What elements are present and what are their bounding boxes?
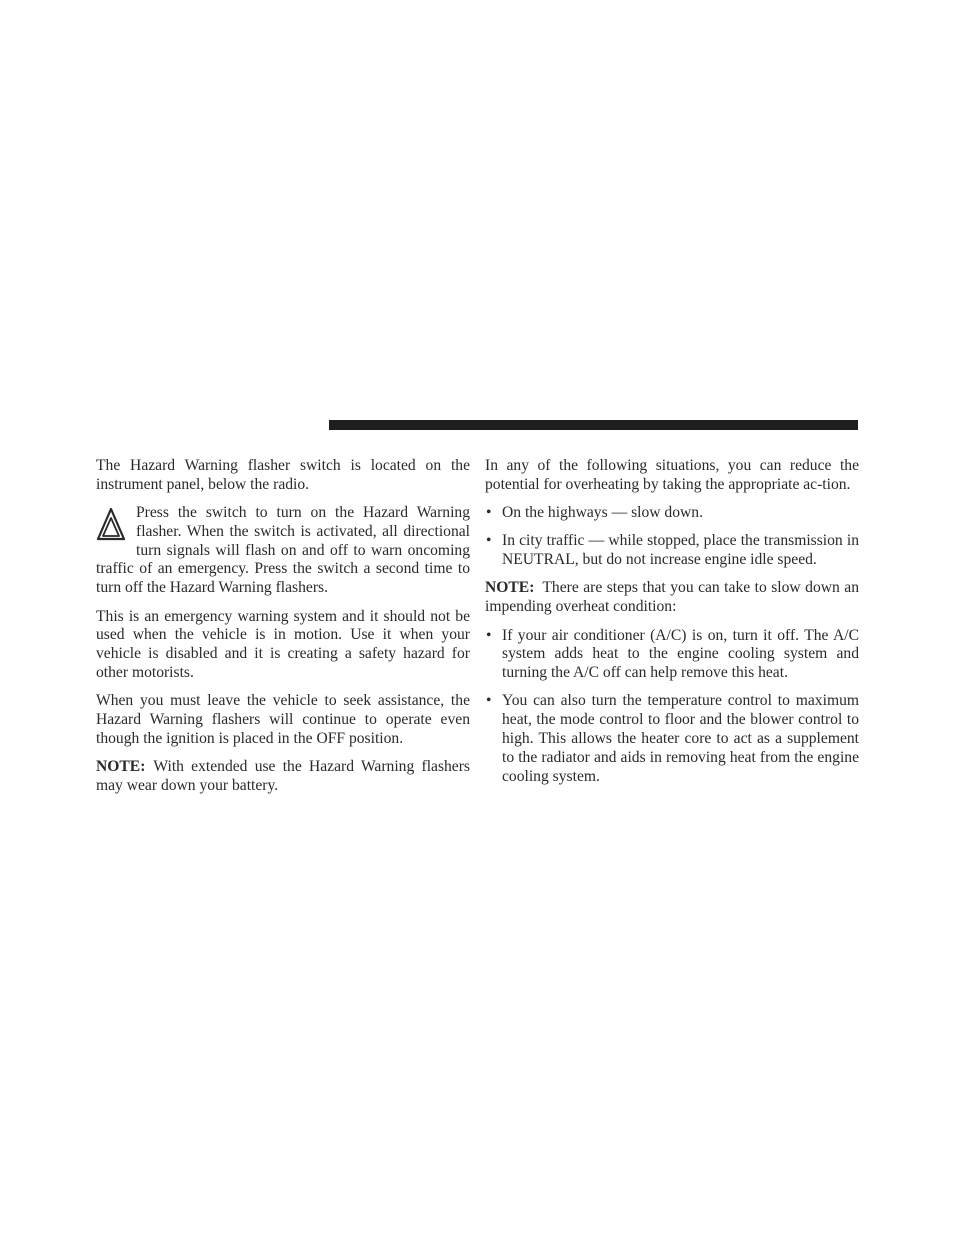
hazard-warning-triangle-icon bbox=[96, 506, 126, 542]
hazard-warning-instruction bbox=[96, 504, 470, 598]
note-label: NOTE: bbox=[96, 758, 146, 776]
overheating-intro-paragraph: In any of the following situations, you can reduce the potential for overheating by taking the appropriate ac-tion. bbox=[485, 457, 859, 493]
leave-vehicle-paragraph: When you must leave the vehicle to seek assistance, the Hazard Warning flashers will continue to operate even though the ignition is placed in the OFF position. bbox=[96, 692, 470, 747]
left-column bbox=[96, 457, 470, 805]
list-item: • On the highways — slow down. bbox=[485, 504, 859, 523]
battery-note bbox=[96, 758, 470, 796]
overheat-steps-list bbox=[485, 627, 859, 787]
list-item: • You can also turn the temperature control to maximum heat, the mode control to floor and the blower control to high. This allows the heater core to act as a supplement to the radiator and aids in removing heat from the engine cooling system. bbox=[485, 692, 859, 786]
overheat-note bbox=[485, 579, 859, 617]
header-rule bbox=[329, 420, 858, 430]
list-item: • If your air conditioner (A/C) is on, turn it off. The A/C system adds heat to the engine cooling system and turning the A/C off can help remove this heat. bbox=[485, 627, 859, 683]
note-text: There are steps that you can take to slow down an impending overheat condition: bbox=[485, 579, 859, 616]
hazard-switch-location-paragraph: The Hazard Warning flasher switch is located on the instrument panel, below the radio. bbox=[96, 457, 470, 493]
note-text: With extended use the Hazard Warning flashers may wear down your battery. bbox=[96, 758, 470, 794]
emergency-system-paragraph: This is an emergency warning system and it should not be used when the vehicle is in motion. Use it when your vehicle is disabled and it is creating a safety hazard for other motorists. bbox=[96, 607, 470, 681]
list-item: • In city traffic — while stopped, place the transmission in NEUTRAL, but do not increase engine idle speed. bbox=[485, 532, 859, 570]
right-column bbox=[485, 457, 859, 796]
overheating-situations-list bbox=[485, 504, 859, 570]
note-label: NOTE: bbox=[485, 579, 535, 597]
hazard-warning-instruction-text: Press the switch to turn on the Hazard Warning flasher. When the switch is activated, all directional turn signals will flash on and off to warn oncoming traffic of an emergency. Press the switch a second time to turn off the Hazard Warning flashers. bbox=[96, 504, 470, 597]
